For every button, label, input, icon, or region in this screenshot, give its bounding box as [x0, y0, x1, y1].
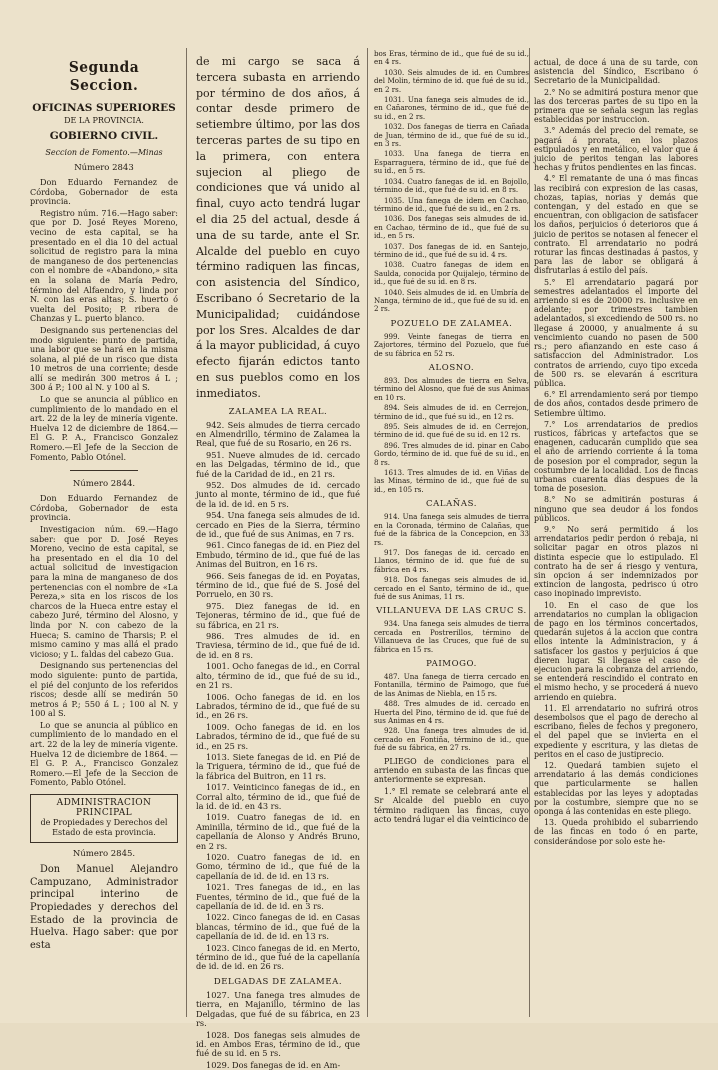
condition-item: 6.° El arrendamiento será por tiempo de dos años, contados desde primero de Setiembre último.: [534, 390, 698, 418]
notice-number: Número 2843: [74, 163, 134, 173]
list-item: 1032. Dos fanegas de tierra en Cañada de Juan, término de id., que fué de su id., en 3 rs.: [374, 122, 529, 149]
condition-item: 4.° El rematante de una ó mas fincas las recibirá con expresion de las casas, chozas, tapias, norias y demás que contengan, y del estado en que se encuentran, con obligacion de satisfacer los daños, perjuicios ó deterioros que á juicio de peritos se notasen al fenecer el contrato. El arrendatario no podrá roturar las fincas destinadas á pastos, y para las de labor se obligará á disfrutarlas á estilo del país.: [534, 174, 698, 276]
notice-paragraph: Don Eduardo Fernandez de Córdoba, Gobernador de esta provincia.: [30, 493, 178, 523]
list-items-delgadas: [196, 991, 360, 1070]
list-item: 975. Diez fanegas de id. en Tejoneras, término de id., que fué de su fábrica, en 21 rs.: [196, 600, 360, 630]
list-item: 1034. Cuatro fanegas de id. en Bojollo, término de id., que fué de su id. en 8 rs.: [374, 176, 529, 195]
place-heading: POZUELO DE ZALAMEA.: [390, 318, 513, 329]
list-item: 1030. Seis almudes de id. en Cumbres del Molin, término de id. que fué de su id., en 2 rs.: [374, 67, 529, 94]
condition-item: 12. Quedará tambien sujeto el arrendatario á las demás condiciones que particularmente se hallen establecidas por las leyes y adoptadas por la costumbre, siempre que no se oponga á las contenidas en este pliego.: [534, 761, 698, 817]
section-line: Seccion de Fomento.—Minas: [45, 148, 163, 157]
admin-title: ADMINISTRACION PRINCIPAL: [56, 798, 152, 819]
list-item: 1013. Siete fanegas de id. en Pié de la Triguera, término de id., que fué de la fábrica del Buitron, en 11 rs.: [196, 751, 360, 781]
list-item: 1021. Tres fanegas de id., en las Fuentes, término de id., que fué de la capellanía de id. de id. en 3 rs.: [196, 882, 360, 912]
condition-item: 11. El arrendatario no sufrirá otros desembolsos que el pago de derecho al escribano, fieles de fechos y pregonero, el del papel que se invierta en el expediente y escritura, y las dietas de peritos en el caso de justiprecio.: [534, 703, 698, 759]
list-item: 942. Seis almudes de tierra cercado en Almendrillo, término de Zalamea la Real, que fué de su Rosario, en 26 rs.: [196, 419, 360, 449]
list-item: 1040. Seis almudes de id. en Umbría de Nanga, término de id., que fué de su id. en 2 rs.: [374, 287, 529, 314]
list-item: 895. Seis almudes de id. en Cerrejon, término de id. que fué de su id. en 12 rs.: [374, 422, 529, 440]
place-heading: CALAÑAS.: [425, 499, 478, 510]
list-item: 1028. Dos fanegas seis almudes de id. en Ambos Eras, término de id., que fué de su id. en 5 rs.: [196, 1029, 360, 1059]
list-items-zalamea: [196, 421, 360, 972]
list-item: 487. Una fanega de tierra cercado en Fontanilla, término de Paimogo, que fué de las Animas de Niebla, en 15 rs.: [374, 671, 529, 698]
admin-subtitle: de Propiedades y Derechos del Estado de esta provincia.: [40, 817, 168, 837]
notice-paragraph: Lo que se anuncia al público en cumplimiento de lo mandado en el art. 22 de la ley de minería vigente. Huelva 12 de diciembre de 1864.—El G. P. A., Francisco Gonzalez Romero.—El Jefe de la Seccion de Fomento, Pablo Otónel.: [30, 394, 178, 462]
notice-paragraph: Investigacion núm. 69.—Hago saber: que por D. José Reyes Moreno, vecino de esta capital, se ha presentado en el dia 10 del actual solicitud de investigacion para la mina de manganeso de dos pertenencias con el nombre de «La Pereza,» sita en los riscos de los charcos de la Hueca entre estay el cabezo Juré, término del Alosno, y linda por N. con cabezo de la Hueca; S. camino de Tharsis; P. el mismo camino y mas allá el prado vicioso; y L. faldas del cabezo Gua.: [30, 524, 178, 659]
column-4: [534, 0, 698, 1023]
list-item: 1033. Una fanega de tierra en Esparraguera, término de id., que fué de su id., en 5 rs.: [374, 149, 529, 176]
list-item: 1023. Cinco fanegas de id. en Merto, término de id., que fué de la capellanía de id. de id. en 26 rs.: [196, 942, 360, 972]
column-rule: [529, 48, 530, 1017]
list-items-calanas: [374, 513, 529, 601]
list-item: 999. Veinte fanegas de tierra en Zajortores, término del Pozuelo, que fué de su fábrica en 52 rs.: [374, 331, 529, 358]
list-item: 1027. Una fanega tres almudes de tierra, en Majanillo, término de las Delgadas, que fué de su fábrica, en 23 rs.: [196, 989, 360, 1029]
notice-paragraph: Lo que se anuncia al público en cumplimiento de lo mandado en el art. 22 de la ley de minería vigente. Huelva 12 de diciembre de 1864. —El G. P. A., Francisco Gonzalez Romero.—El Jefe de la Seccion de Fomento, Pablo Otónel.: [30, 719, 178, 788]
list-item: 961. Cinco fanegas de id. en Piez del Embudo, término de id., que fué de las Animas del Buitron, en 16 rs.: [196, 540, 360, 570]
notice-paragraph: Designando sus pertenencias del modo siguiente: punto de partida, una labor que se hará en la misma solana, al pié de un risco que dista 10 metros de una corriente; desde allí se medirán 300 metros á L ; 300 á P.; 100 al N. y 100 al S.: [30, 324, 178, 393]
list-item: 986. Tres almudes de id. en Traviesa, término de id., que fué de id. de id. en 8 rs.: [196, 631, 360, 660]
column-rule: [367, 48, 368, 1017]
list-item: 951. Nueve almudes de id. cercado en las Delgadas, término de id., que fué de la Caridad de id., en 21 rs.: [196, 449, 360, 479]
place-heading: VILLANUEVA DE LAS CRUC S.: [376, 606, 527, 617]
place-heading: ALOSNO.: [428, 363, 475, 373]
list-item: 893. Dos almudes de tierra en Selva, término del Alosno, que fué de sus Animas en 10 rs.: [374, 376, 529, 402]
column-3: [374, 0, 529, 1023]
list-item: 1029. Dos fanegas de id. en Am-: [206, 1059, 341, 1070]
place-heading: PAIMOGO.: [426, 658, 477, 669]
gov-title: GOBIERNO CIVIL.: [49, 130, 159, 142]
list-item: 1035. Una fanega de idem en Cachao, término de id., que fué de su id., en 2 rs.: [374, 195, 529, 213]
condition-item: 5.° El arrendatario pagará por semestres adelantados el importe del arriendo si es de 20000 rs. inclusive en adelante; por trimestres tambien adelantados, si excediendo de 500 rs. no llegase á 20000, y anualmente á su vencimiento cuando no pasen de 500 rs.; pero afianzando en este caso á satisfaccion del Administrador. Los contratos de arriendo, cuyo tipo exceda de 500 rs. se elevarán á escritura pública.: [534, 277, 698, 388]
list-item: 894. Seis almudes de id. en Cerrejon, término de id., que fué su id., en 12 rs.: [374, 403, 529, 421]
condition-item: 7.° Los arrendatarios de predios rusticos, fábricas y artefactos que se enagenen, caducarán cumplido que sea el año de arriendo corriente á la toma de posesion por el comprador, segun la costumbre de la localidad. Los de fincas urbanas cuarenta dias despues de la toma de posesion.: [534, 419, 698, 494]
section-title: Segunda Seccion.: [68, 58, 140, 94]
list-item: 1009. Ocho fanegas de id. en los Labrados, término de id., que fué de su id., en 25 rs.: [196, 721, 360, 751]
office-subtitle: DE LA PROVINCIA.: [64, 116, 144, 125]
admin-header-box: [30, 794, 178, 843]
list-item: 918. Dos fanegas seis almudes de id. cercado en el Santo, término de id., que fué de sus Animas, 11 rs.: [374, 575, 529, 601]
separator: [70, 470, 138, 471]
notice-number: Número 2845.: [72, 849, 136, 860]
list-item: 914. Una fanega seis almudes de tierra en la Coronada, término de Calañas, que fué de la fábrica de la Concepcion, en 33 rs.: [374, 512, 529, 547]
place-heading: ZALAMEA LA REAL.: [228, 406, 328, 417]
list-item: 1017. Veinticinco fanegas de id., en Corral alto, término de id., que fué de la id. de id. en 43 rs.: [196, 782, 360, 811]
condition-item: 1.° El remate se celebrará ante el Sr Alcalde del pueblo en cuyo término radiquen las fincas, cuyo acto tendrá lugar el dia veinticinco de: [374, 786, 529, 825]
list-item: 488. Tres almudes de id. cercado en Huerta del Pino, término de id. que fué de sus Animas en 4 rs.: [374, 699, 529, 725]
notice-paragraph: Designando sus pertenencias del modo siguiente: punto de partida, el pié del conjunto de los referidos riscos; desde allí se medirán 50 metros á P.; 550 á L ; 100 al N. y 100 al S.: [30, 660, 178, 719]
condition-item: 3.° Además del precio del remate, se pagará á prorata, en los plazos estipulados y en metálico, el valor que á juicio de peritos tengan las labores hechas y frutos pendientes en las fincas.: [534, 126, 698, 173]
notice-paragraph: Don Eduardo Fernandez de Córdoba, Gobernador de esta provincia.: [30, 177, 178, 207]
list-item: 928. Una fanega tres almudes de id. cercado en Fontiña, término de id., que fué de su fábrica, en 27 rs.: [374, 726, 529, 753]
condition-item: 10. En el caso de que los arrendatarios no cumplan la obligacion de pago en los términos concertados, quedarán sujetos á la accion que contra ellos intente la Administracion, y á satisfacer los gastos y perjuicios á que dieren lugar. Si llegase el caso de ejecucion para la cobranza del arriendo, se entenderá rescindido el contrato en el mismo hecho, y se procederá á nuevo arriendo en quiebra.: [534, 600, 698, 702]
office-title: OFICINAS SUPERIORES: [32, 102, 176, 114]
notice-paragraph: de mi cargo se saca á tercera subasta en arriendo por término de dos años, á contar desde primero de setiembre último, por las dos terceras partes de su tipo en la primera, con entera sujecion al pliego de condiciones que vá unido al final, cuyo acto tendrá lugar el dia 25 del actual, desde á una de su tarde, ante el Sr. Alcalde del pueblo en cuyo término radiquen las fincas, con asistencia del Síndico, Escribano ó Secretario de la Municipalidad; cuidándose por los Sres. Alcaldes de dar á la mayor publicidad, á cuyo efecto fijarán edictos tanto en sus pueblos como en los inmediatos.: [196, 55, 360, 400]
condition-item: 13. Queda prohibido el subarriendo de las fincas en todo ó en parte, considerándose por solo este he-: [534, 818, 698, 846]
notice-number: Número 2844.: [72, 479, 136, 490]
list-items-alosno: [374, 377, 529, 494]
condition-item: actual, de doce á una de su tarde, con asistencia del Síndico, Escribano ó Secretario de la Municipalidad.: [534, 58, 698, 86]
column-rule: [186, 48, 187, 1017]
list-item: 1020. Cuatro fanegas de id. en Gomo, término de id., que fué de la capellanía de id. de id. en 13 rs.: [196, 852, 360, 881]
condition-item: 8.° No se admitirán posturas á ninguno que sea deudor á los fondos públicos.: [534, 495, 698, 523]
list-item: 1001. Ocho fanegas de id., en Corral alto, término de id., que fué de su id., en 21 rs.: [196, 661, 360, 691]
list-item: 966. Seis fanegas de id. en Poyatas, término de id., que fué de S. José del Porruelo, en 30 rs.: [196, 570, 360, 600]
pliego-heading: PLIEGO de condiciones para el arriendo en subasta de las fincas que anteriormente se expresan.: [374, 756, 529, 785]
list-item: 1006. Ocho fanegas de id. en los Labrados, término de id., que fué de su id., en 26 rs.: [196, 691, 360, 721]
list-item: 954. Una fanega seis almudes de id. cercado en Pies de la Sierra, término de id., que fué de sus Animas, en 7 rs.: [196, 510, 360, 539]
list-item: 934. Una fanega seis almudes de tierra cercada en Postrerillos, término de Villanueva de las Cruces, que fué de su fábrica en 15 rs.: [374, 619, 529, 654]
place-heading: DELGADAS DE ZALAMEA.: [213, 976, 343, 987]
list-item: 1613. Tres almudes de id. en Viñas de las Minas, término de id., que fué de su id., en 105 rs.: [374, 468, 529, 494]
list-item: 1022. Cinco fanegas de id. en Casas blancas, término de id., que fué de la capellanía de id. de id. en 13 rs.: [196, 912, 360, 942]
list-item: 896. Tres almudes de id. pinar en Cabo Gordo, término de id. que fué de su id., en 8 rs.: [374, 440, 529, 467]
list-item: 952. Dos almudes de id. cercado junto al monte, término de id., que fué de la id. de id. en 5 rs.: [196, 479, 360, 509]
list-item: 1019. Cuatro fanegas de id. en Aminilla, término de id., que fué de la capellanía de Alonso y Andrés Bruno, en 2 rs.: [196, 812, 360, 851]
condition-item: 2.° No se admitirá postura menor que las dos terceras partes de su tipo en la primera que se señala segun las reglas establecidas por instruccion.: [534, 87, 698, 125]
notice-paragraph: Don Manuel Alejandro Campuzano, Administrador principal interino de Propiedades y derechos del Estado de la provincia de Huelva. Hago saber: que por esta: [30, 864, 178, 951]
column-2: [196, 0, 360, 1070]
notice-paragraph: Registro núm. 716.—Hago saber: que por D. José Reyes Moreno, vecino de esta capital, se ha presentado en el dia 10 del actual solicitud de registro para la mina de manganeso de dos pertenencias con el nombre de «Abandono,» sita en la solana de María Pedro, término del Alfaendro, y linda por N. con las eras altas; S. huerto ó vuelta del Posito; P. ribera de Chanzas y L. puerto blanco.: [30, 207, 178, 324]
list-item: 917. Dos fanegas de id. cercado en Llanos, término de id. que fué de su fábrica en 4 rs.: [374, 547, 529, 574]
list-item: 1038. Cuatro fanegas de idem en Saulda, conocida por Quijalejo, término de id., que fué de su id. en 8 rs.: [374, 260, 529, 287]
list-item: 1036. Dos fanegas seis almudes de id. en Cachao, término de id., que fué de su id., en 5 rs.: [374, 214, 529, 241]
condition-item: 9.° No será permitido á los arrendatarios pedir perdon ó rebaja, ni solicitar pagar en otros plazos ni distinta especie que lo estipulado. El contrato ha de ser á riesgo y ventura, sin opcion á ser indemnizados por extincion de langosta, pedrisco ú otro caso inopinado imprevisto.: [534, 524, 698, 599]
list-items-paimogo: [374, 673, 529, 753]
list-item: 1037. Dos fanegas de id. en Santejo, término de id., que fué de su id. 4 rs.: [374, 241, 529, 259]
list-items-delgadas-cont: [374, 50, 529, 314]
list-item: bos Eras, término de id., que fué de su id., en 4 rs.: [374, 49, 529, 67]
column-1: [30, 0, 178, 1023]
list-item: 1031. Una fanega seis almudes de id., en Cañarones, término de id., que fué de su id., en 2 rs.: [374, 95, 529, 121]
